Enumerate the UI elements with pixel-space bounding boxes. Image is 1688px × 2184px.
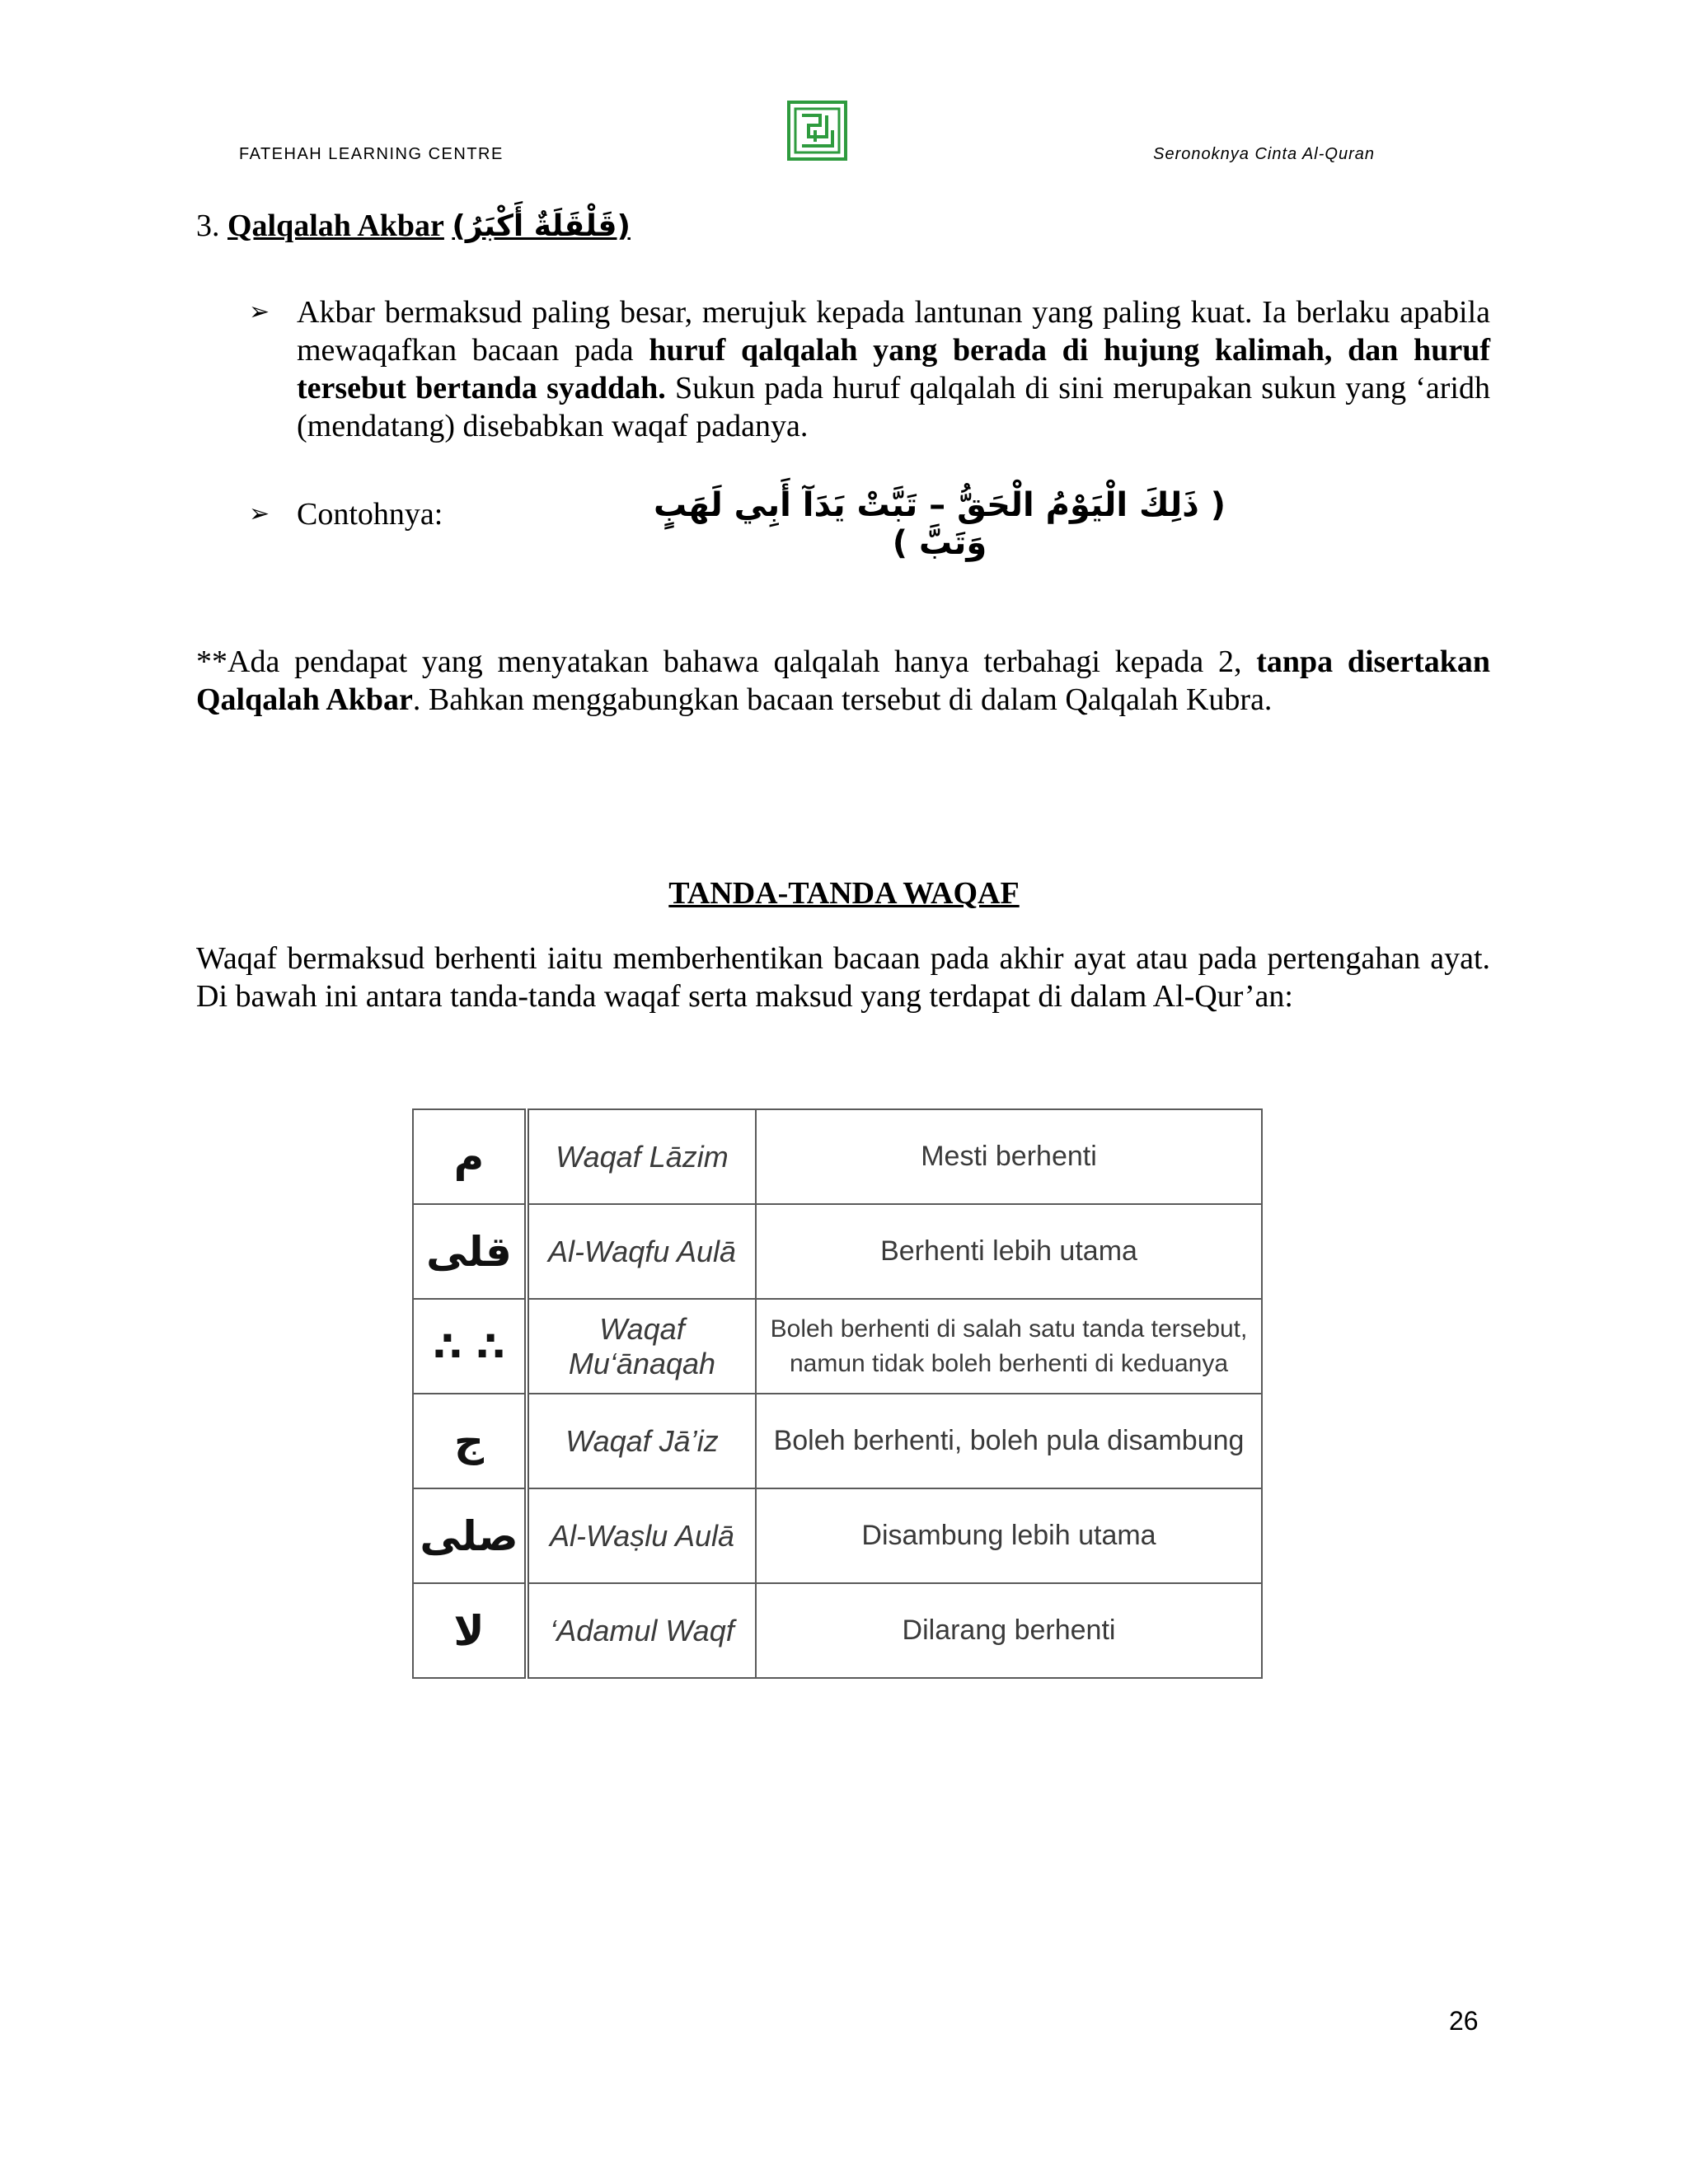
arrow-bullet-icon: ➢ — [249, 499, 270, 528]
header-left-text: FATEHAH LEARNING CENTRE — [239, 145, 504, 163]
header-right-text: Seronoknya Cinta Al-Quran — [1153, 145, 1375, 163]
fatehah-logo-icon — [787, 101, 847, 161]
section-arabic-title: (قَلْقَلَةٌ أَكْبَرُ) — [452, 209, 631, 243]
section-heading-qalqalah-akbar — [196, 208, 631, 244]
note-bold-text: tanpa disertakan Qalqalah Akbar — [196, 644, 1490, 717]
waqaf-meaning: Disambung lebih utama — [756, 1488, 1262, 1583]
waqaf-symbol: م — [413, 1109, 527, 1204]
section-title: Qalqalah Akbar — [227, 209, 444, 243]
table-row — [413, 1583, 1262, 1678]
table-row — [413, 1488, 1262, 1583]
waqaf-symbol: ج — [413, 1394, 527, 1488]
waqaf-symbol: صلى — [413, 1488, 527, 1583]
note-text-2: . Bahkan menggabungkan bacaan tersebut di dalam Qalqalah Kubra. — [412, 682, 1273, 717]
example-arabic-text: ( ذَلِكَ الْيَوْمُ الْحَقُّ – تَبَّتْ يَدَآ أَبِي لَهَبٍ وَتَبَّ ) — [653, 486, 1226, 562]
table-row — [413, 1204, 1262, 1299]
waqaf-intro-paragraph: Waqaf bermaksud berhenti iaitu memberhentikan bacaan pada akhir ayat atau pada pertengahan ayat. Di bawah ini antara tanda-tanda waqaf serta maksud yang terdapat di dalam Al-Qur’an: — [196, 941, 1490, 1014]
waqaf-meaning: Berhenti lebih utama — [756, 1204, 1262, 1299]
waqaf-name: Al-Waṣlu Aulā — [527, 1488, 756, 1583]
waqaf-symbol: قلى — [413, 1204, 527, 1299]
arrow-bullet-icon: ➢ — [249, 298, 270, 326]
section-number: 3. — [196, 209, 227, 243]
waqaf-signs-table — [412, 1108, 1263, 1679]
bullet-definition-text — [297, 293, 1490, 445]
example-label: Contohnya: — [297, 497, 443, 532]
waqaf-name: Waqaf Lāzim — [527, 1109, 756, 1204]
page-number: 26 — [1449, 2006, 1479, 2036]
waqaf-symbol: ∴ ∴ — [413, 1299, 527, 1394]
note-text-1: **Ada pendapat yang menyatakan bahawa qalqalah hanya terbahagi kepada 2, — [196, 644, 1257, 679]
definition-bold-text: huruf qalqalah yang berada di hujung kalimah, dan huruf tersebut bertanda syaddah. — [297, 333, 1490, 405]
waqaf-meaning: Dilarang berhenti — [756, 1583, 1262, 1678]
waqaf-meaning: Mesti berhenti — [756, 1109, 1262, 1204]
table-row — [413, 1299, 1262, 1394]
table-row — [413, 1394, 1262, 1488]
waqaf-name: Waqaf Jā’iz — [527, 1394, 756, 1488]
waqaf-symbol: لا — [413, 1583, 527, 1678]
definition-text-1: Akbar bermaksud paling besar, merujuk kepada lantunan yang paling kuat. Ia berlaku apabila mewaqafkan bacaan pada — [297, 295, 1490, 368]
waqaf-heading: TANDA-TANDA WAQAF — [668, 876, 1020, 911]
waqaf-name: Al-Waqfu Aulā — [527, 1204, 756, 1299]
bullet-definition — [249, 293, 1490, 445]
waqaf-name: ‘Adamul Waqf — [527, 1583, 756, 1678]
waqaf-meaning: Boleh berhenti, boleh pula disambung — [756, 1394, 1262, 1488]
waqaf-meaning: Boleh berhenti di salah satu tanda tersebut, namun tidak boleh berhenti di keduanya — [756, 1299, 1262, 1394]
note-paragraph — [196, 643, 1490, 719]
waqaf-name: Waqaf Mu‘ānaqah — [527, 1299, 756, 1394]
table-row — [413, 1109, 1262, 1204]
definition-text-2: Sukun pada huruf qalqalah di sini merupakan sukun yang ‘aridh (mendatang) disebabkan waqaf padanya. — [297, 371, 1490, 443]
